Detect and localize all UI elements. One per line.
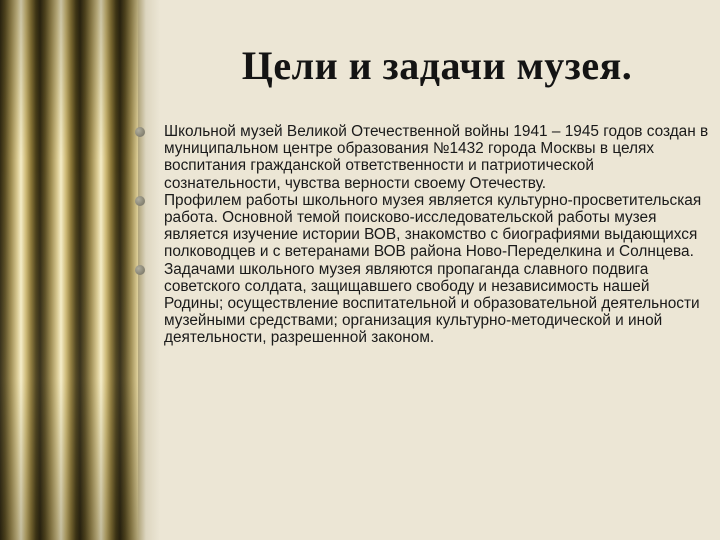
bullet-item-3 (150, 261, 710, 347)
circle-bullet-icon (135, 196, 145, 206)
bullet-item-2 (150, 192, 710, 261)
circle-bullet-icon (135, 127, 145, 137)
bullet-item-1 (150, 123, 710, 192)
circle-bullet-icon (135, 265, 145, 275)
stripe-shading (0, 0, 138, 540)
bullet-text-2: Профилем работы школьного музея является культурно-просветительская работа. Основной темой поисково-исследовательской работы музея является изучение истории ВОВ, знакомство с биографиями выдающихся полководцев и с ветеранами ВОВ района Ново-Переделкина и Солнцева. (164, 191, 702, 261)
bullet-list (150, 123, 710, 347)
bullet-text-3: Задачами школьного музея являются пропаганда славного подвига советского солдата, защищавшего свободу и независимость нашей Родины; осуществление воспитательной и образовательной деятельности музейными средствами; организация культурно-методической и иной деятельности, разрешенной законом. (164, 260, 700, 347)
bullet-text-1: Школьной музей Великой Отечественной войны 1941 – 1945 годов создан в муниципальном центре образования №1432 города Москвы в целях воспитания гражданской ответственности и патриотической сознательности, чувства верности своему Отечеству. (164, 123, 709, 192)
slide-title: Цели и задачи музея. (241, 43, 633, 88)
